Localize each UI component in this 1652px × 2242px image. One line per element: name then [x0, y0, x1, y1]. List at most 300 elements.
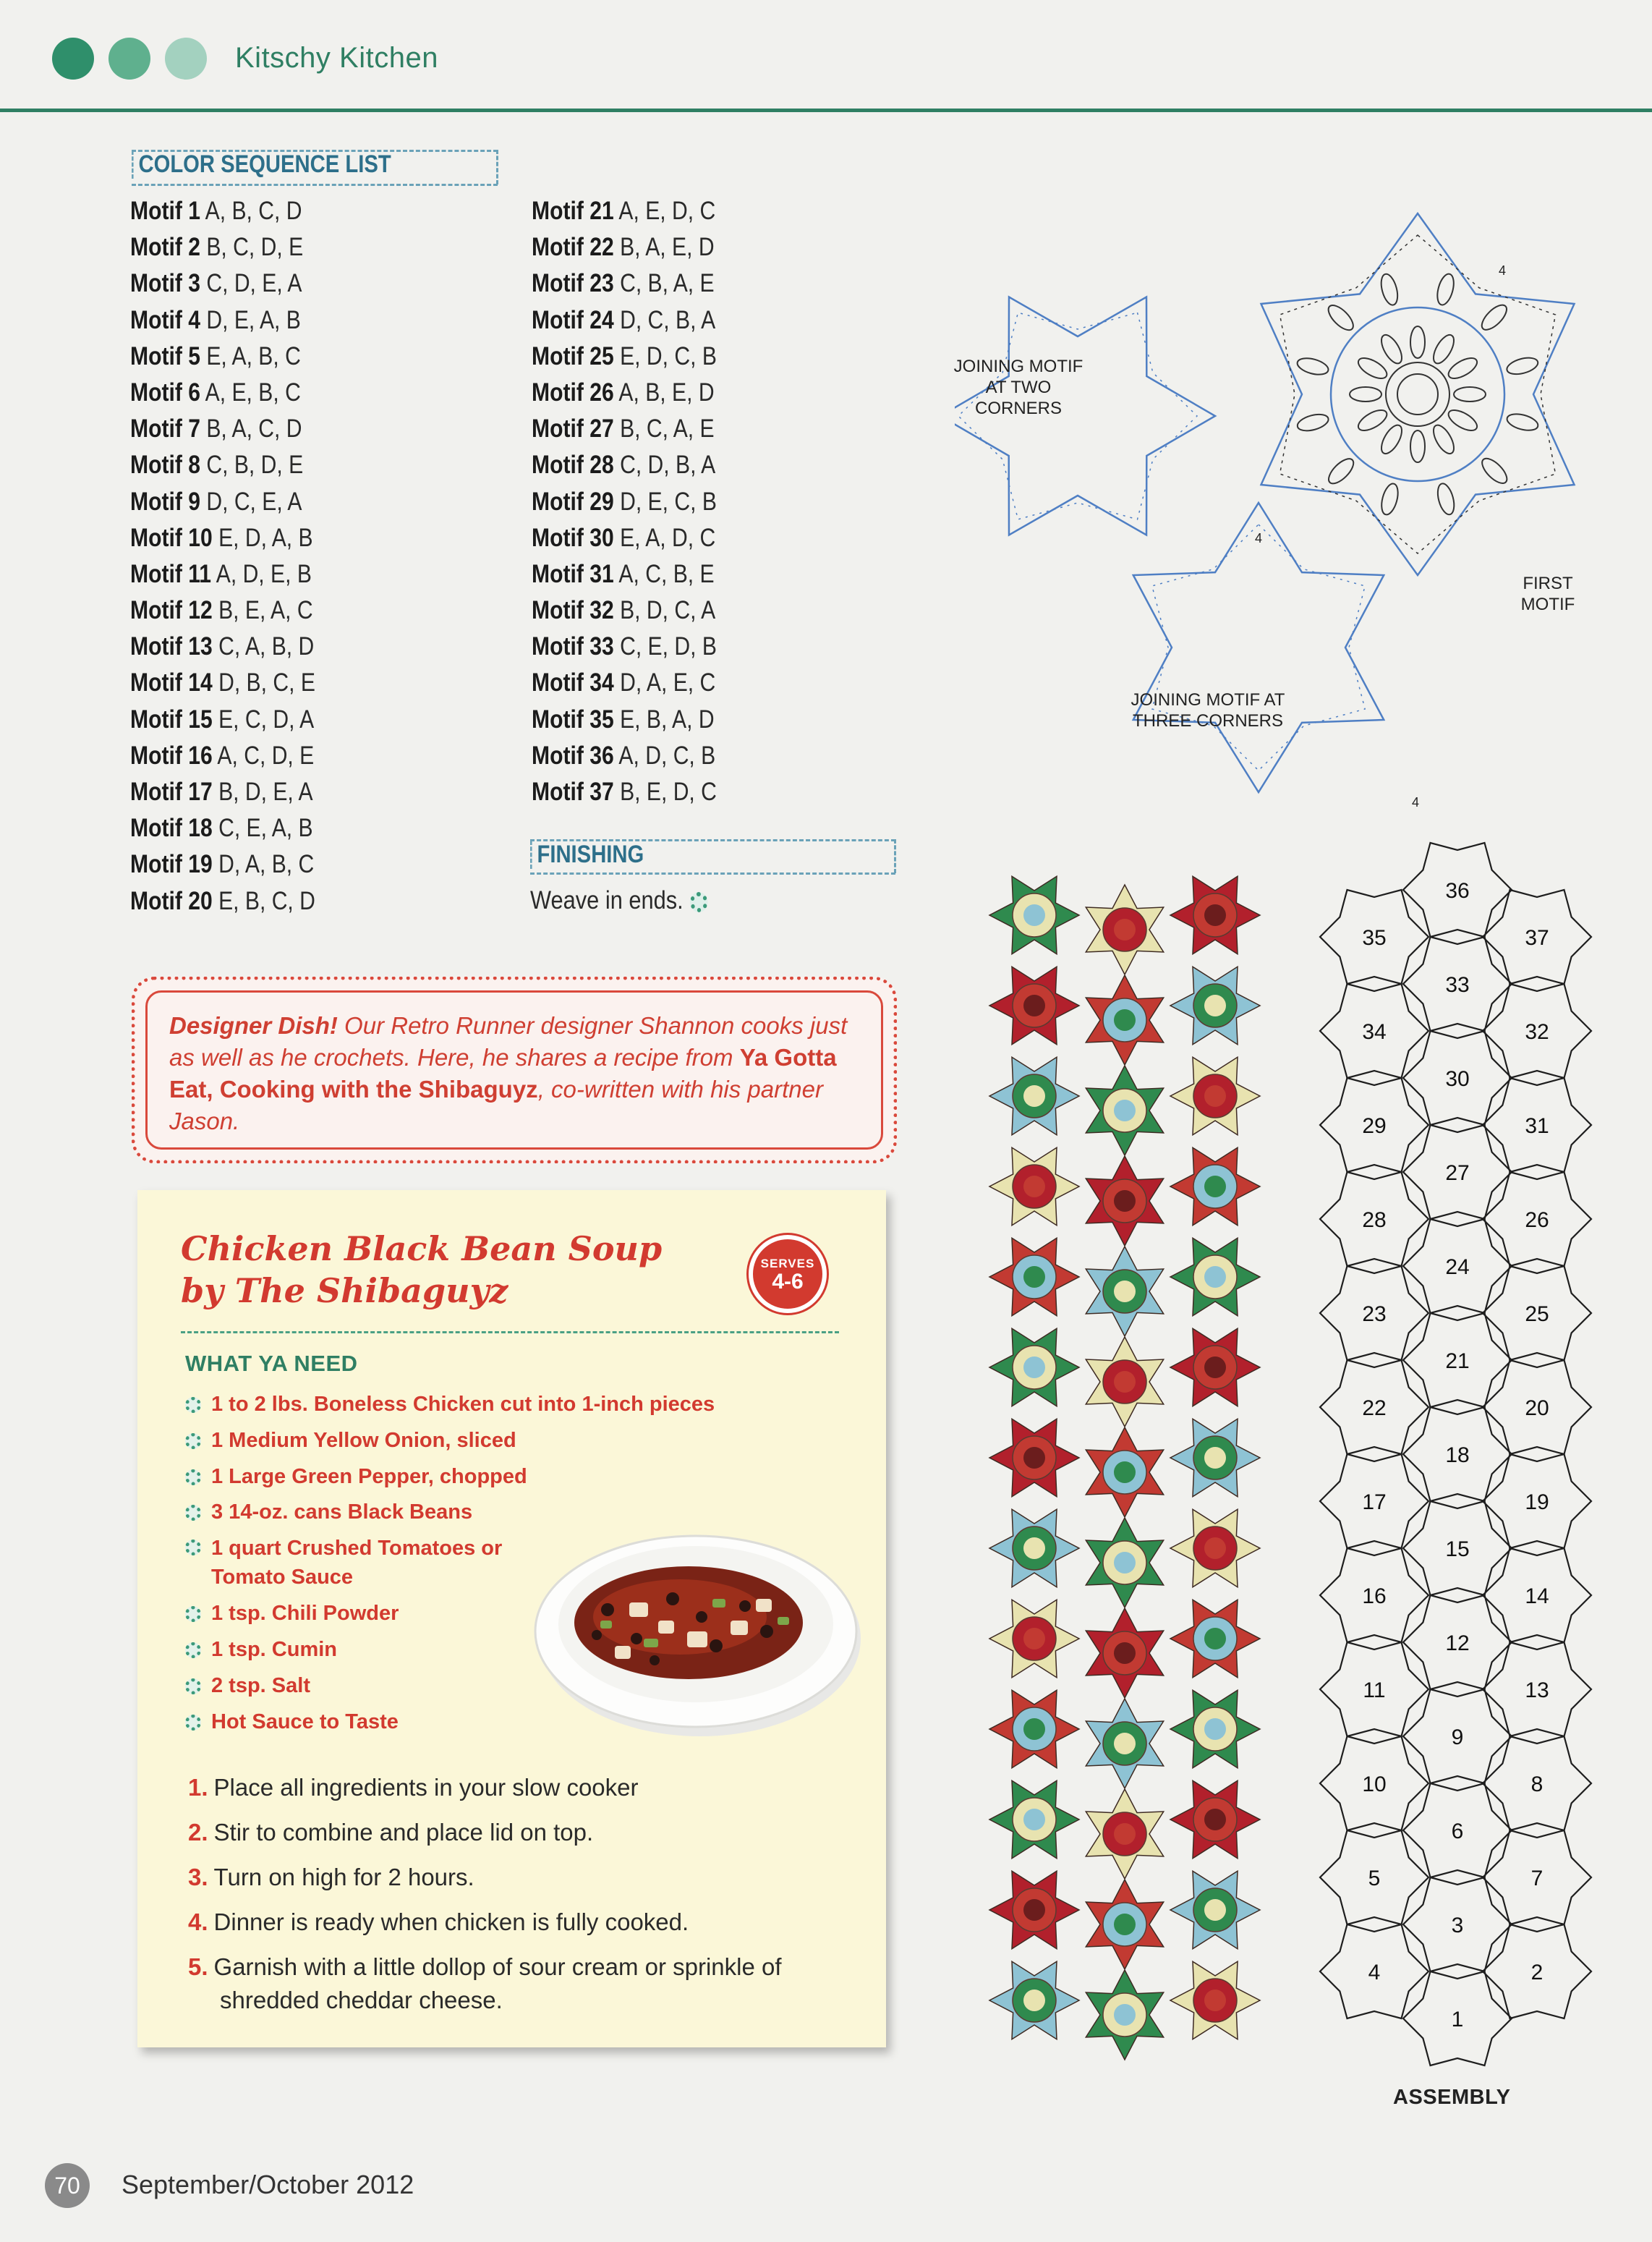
- motif-label: Motif 6: [130, 378, 200, 407]
- motif-row: [130, 702, 315, 738]
- motif-center: [1114, 1552, 1136, 1574]
- ingredient-item: [185, 1495, 715, 1531]
- motif-label: Motif 32: [532, 596, 614, 625]
- motif-row: [532, 339, 717, 375]
- stitch-cluster: [1350, 387, 1381, 402]
- assembly-number: 17: [1362, 1490, 1387, 1514]
- finishing-dash-top: [530, 839, 895, 841]
- assembly-number: 10: [1362, 1772, 1387, 1796]
- motif-sequence: B, E, D, C: [620, 778, 717, 806]
- stitch-cluster: [1379, 482, 1401, 517]
- assembly-number: 14: [1525, 1584, 1549, 1608]
- assembly-number: 23: [1362, 1302, 1387, 1326]
- assembly-number: 26: [1525, 1208, 1549, 1232]
- heading-dash-bottom: [132, 184, 498, 186]
- motif-label: Motif 22: [532, 233, 614, 262]
- motif-label: Motif 8: [130, 451, 200, 480]
- step-number: 4.: [188, 1908, 208, 1935]
- motif-row: [532, 484, 717, 520]
- finishing-dash-bottom: [530, 872, 895, 875]
- motif-row: [532, 302, 717, 339]
- ingredient-text: 3 14-oz. cans Black Beans: [211, 1500, 473, 1524]
- step-number: 1.: [188, 1774, 208, 1801]
- motif-center: [1204, 1537, 1226, 1559]
- assembly-number: 2: [1530, 1961, 1544, 1984]
- motif-label: Motif 15: [130, 705, 213, 734]
- page-number: 70: [45, 2163, 90, 2208]
- motif-row: [532, 447, 717, 483]
- motif-center: [1204, 1809, 1226, 1830]
- ingredient-text: 1 tsp. Cumin: [211, 1637, 338, 1661]
- motif-center: [1204, 1356, 1226, 1378]
- motif-row: [532, 593, 717, 629]
- step-text: Stir to combine and place lid on top.: [213, 1819, 594, 1846]
- motif-center: [1023, 1899, 1045, 1921]
- motif-sequence: E, D, C, B: [620, 341, 717, 370]
- motif-center: [1023, 1809, 1045, 1830]
- motif-center: [1114, 1461, 1136, 1483]
- motif-row: [130, 556, 315, 593]
- round-ring: [1331, 307, 1504, 481]
- first-motif-outline: [1261, 213, 1575, 575]
- designer-dish-lead: Designer Dish!: [169, 1012, 338, 1039]
- step-item: [188, 1765, 810, 1810]
- header-rule: [0, 109, 1652, 112]
- section-title: Kitschy Kitchen: [235, 42, 438, 74]
- assembly-number: 29: [1362, 1114, 1387, 1138]
- motif-row: [532, 702, 717, 738]
- motif-sequence: E, A, D, C: [620, 523, 716, 552]
- step-text: Place all ingredients in your slow cooker: [213, 1774, 639, 1801]
- motif-label: Motif 4: [130, 305, 200, 334]
- motif-sequence: D, E, C, B: [620, 487, 717, 516]
- motif-center: [1114, 2004, 1136, 2026]
- assembly-number: 24: [1445, 1255, 1470, 1279]
- joining-two-label: JOINING MOTIF AT TWO CORNERS: [953, 357, 1083, 418]
- assembly-number: 1: [1451, 2008, 1464, 2031]
- assembly-number: 27: [1445, 1161, 1470, 1185]
- motif-center: [1023, 1718, 1045, 1740]
- motif-label: Motif 25: [532, 341, 614, 370]
- motif-sequence: B, D, C, A: [620, 596, 716, 625]
- motif-label: Motif 24: [532, 305, 614, 334]
- motif-label: Motif 3: [130, 269, 200, 298]
- motif-row: [532, 266, 717, 302]
- motif-label: Motif 31: [532, 559, 614, 588]
- motif-sequence: B, C, D, E: [206, 233, 304, 262]
- stitch-cluster: [1434, 272, 1457, 307]
- stitch-cluster: [1445, 406, 1480, 434]
- motif-sequence: A, B, C, D: [205, 197, 302, 225]
- step-number: 3.: [188, 1864, 208, 1890]
- motif-center: [1204, 1628, 1226, 1649]
- motif-label: Motif 21: [532, 197, 614, 225]
- ingredient-text: 1 to 2 lbs. Boneless Chicken cut into 1-inch pieces: [211, 1393, 715, 1416]
- motif-center: [1023, 1537, 1045, 1559]
- motif-row: [130, 593, 315, 629]
- motif-center: [1204, 904, 1226, 926]
- finishing-dash-right: [894, 839, 896, 873]
- motif-label: Motif 36: [532, 741, 614, 770]
- motif-center: [1023, 1266, 1045, 1288]
- serves-label: SERVES: [760, 1257, 815, 1270]
- assembly-number: 8: [1530, 1772, 1544, 1796]
- first-motif-stitches: [1280, 235, 1556, 553]
- assembly-number: 25: [1525, 1302, 1549, 1326]
- motif-label: Motif 9: [130, 487, 200, 516]
- motif-label: Motif 11: [130, 559, 212, 588]
- motif-center: [1114, 1823, 1136, 1845]
- motif-sequence: B, A, C, D: [206, 415, 302, 443]
- motif-label: Motif 35: [532, 705, 614, 734]
- soup-bowl-image: [528, 1530, 861, 1740]
- stitch-cluster: [1429, 332, 1457, 367]
- motif-label: Motif 1: [130, 197, 200, 225]
- flower-bullet-icon: [185, 1505, 201, 1521]
- flower-bullet-icon: [185, 1540, 201, 1555]
- motif-sequence: A, E, D, C: [618, 197, 716, 225]
- assembly-number: 11: [1363, 1678, 1386, 1702]
- stitch-cluster: [1377, 422, 1405, 457]
- issue-date: September/October 2012: [122, 2170, 414, 2199]
- motif-sequence: C, B, A, E: [620, 269, 715, 298]
- motif-row: [130, 846, 315, 883]
- motif-row: [532, 411, 717, 447]
- motif-row: [130, 229, 315, 266]
- motif-label: Motif 27: [532, 415, 614, 443]
- joining-three-outline: [1133, 503, 1384, 792]
- ingredient-text: 1 Large Green Pepper, chopped: [211, 1464, 527, 1488]
- motif-sequence: A, D, C, B: [618, 741, 716, 770]
- motif-center: [1023, 1447, 1045, 1469]
- motif-row: [130, 302, 315, 339]
- motif-row: [130, 883, 315, 920]
- flower-bullet-icon: [185, 1397, 201, 1413]
- flower-bullet-icon: [185, 1433, 201, 1449]
- motif-label: Motif 17: [130, 778, 213, 806]
- motif-row: [130, 375, 315, 411]
- assembly-number: 7: [1530, 1867, 1544, 1890]
- motif-center: [1114, 919, 1136, 940]
- designer-dish-box: [132, 977, 897, 1163]
- ingredient-text: 1 tsp. Chili Powder: [211, 1602, 399, 1626]
- assembly-number: 3: [1451, 1914, 1464, 1937]
- stitch-cluster: [1445, 354, 1480, 382]
- motif-sequence: E, B, A, D: [620, 705, 715, 734]
- assembly-number: 37: [1525, 926, 1549, 950]
- motif-center: [1023, 1356, 1045, 1378]
- stitch-cluster: [1379, 272, 1401, 307]
- assembly-number: 21: [1445, 1349, 1470, 1373]
- motif-center: [1204, 1447, 1226, 1469]
- motif-row: [532, 665, 717, 701]
- corner-marker: 4: [1412, 795, 1420, 810]
- header-dot-1: [52, 38, 94, 80]
- assembly-number: 31: [1525, 1114, 1549, 1138]
- assembly-label: ASSEMBLY: [1393, 2086, 1511, 2109]
- motif-sequence: D, C, B, A: [620, 305, 716, 334]
- motif-row: [130, 447, 315, 483]
- motif-label: Motif 20: [130, 886, 213, 915]
- stitch-cluster: [1478, 301, 1510, 334]
- motif-row: [130, 629, 315, 665]
- joining-three-stitches: [1152, 525, 1365, 770]
- motif-sequence: B, A, E, D: [620, 233, 715, 262]
- motif-label: Motif 12: [130, 596, 213, 625]
- motif-center: [1114, 1100, 1136, 1121]
- motif-row: [130, 738, 315, 774]
- motif-center: [1204, 1899, 1226, 1921]
- motif-center: [1114, 1009, 1136, 1031]
- motif-sequence: C, D, E, A: [206, 269, 302, 298]
- motif-row: [130, 774, 315, 810]
- stitch-cluster: [1295, 412, 1330, 434]
- motif-row: [130, 193, 315, 229]
- stitch-cluster: [1505, 355, 1540, 378]
- ingredient-item: [185, 1531, 525, 1596]
- motif-sequence: D, E, A, B: [206, 305, 301, 334]
- motif-row: [130, 266, 315, 302]
- motif-label: Motif 26: [532, 378, 614, 407]
- flower-bullet-icon: [185, 1469, 201, 1485]
- assembly-number: 18: [1445, 1443, 1470, 1467]
- motif-label: Motif 19: [130, 850, 213, 879]
- motif-sequence: C, E, A, B: [218, 814, 313, 843]
- motif-row: [532, 774, 717, 810]
- motif-label: Motif 33: [532, 632, 614, 661]
- assembly-number: 9: [1451, 1725, 1464, 1749]
- assembly-number: 19: [1525, 1490, 1549, 1514]
- motif-sequence: D, A, E, C: [620, 668, 716, 697]
- flower-bullet-icon: [185, 1678, 201, 1694]
- motif-row: [130, 810, 315, 846]
- step-text: Turn on high for 2 hours.: [213, 1864, 474, 1890]
- motif-label: Motif 5: [130, 341, 200, 370]
- step-item: [188, 1900, 810, 1945]
- motif-sequence: C, B, D, E: [206, 451, 304, 480]
- assembly-number: 32: [1525, 1020, 1549, 1044]
- motif-center: [1114, 1914, 1136, 1935]
- motif-label: Motif 14: [130, 668, 213, 697]
- assembly-number: 34: [1362, 1020, 1387, 1044]
- assembly-number: 33: [1445, 973, 1470, 997]
- assembly-number: 4: [1368, 1961, 1381, 1984]
- motif-row: [532, 193, 717, 229]
- motif-center: [1023, 995, 1045, 1016]
- motif-sequence: A, B, E, D: [618, 378, 715, 407]
- motif-sequence: E, B, C, D: [218, 886, 315, 915]
- motif-label: Motif 23: [532, 269, 614, 298]
- assembly-number: 35: [1362, 926, 1387, 950]
- motif-label: Motif 29: [532, 487, 614, 516]
- step-number: 5.: [188, 1953, 208, 1980]
- heading-dash-right: [496, 150, 498, 184]
- header-dot-3: [165, 38, 207, 80]
- motif-label: Motif 7: [130, 415, 200, 443]
- step-text: Dinner is ready when chicken is fully cooked.: [213, 1908, 689, 1935]
- motif-center: [1204, 1266, 1226, 1288]
- motif-sequence: B, E, A, C: [218, 596, 313, 625]
- motif-row: [130, 665, 315, 701]
- round-ring: [1386, 362, 1449, 426]
- header-dot-2: [108, 38, 150, 80]
- motif-label: Motif 16: [130, 741, 213, 770]
- motif-row: [532, 520, 717, 556]
- stitch-cluster: [1324, 301, 1357, 334]
- assembly-diagram: [1306, 839, 1595, 2076]
- ingredients-heading: WHAT YA NEED: [185, 1351, 358, 1376]
- motif-row: [130, 339, 315, 375]
- motif-label: Motif 2: [130, 233, 200, 262]
- motif-center: [1204, 1085, 1226, 1107]
- finishing-text-value: Weave in ends.: [530, 886, 684, 914]
- stitch-cluster: [1505, 411, 1540, 433]
- motif-sequence: A, D, E, B: [216, 559, 312, 588]
- stitch-cluster: [1324, 455, 1357, 488]
- step-text: Garnish with a little dollop of sour cream or sprinkle of shredded cheddar cheese.: [213, 1953, 782, 2013]
- flower-bullet-icon: [185, 1715, 201, 1731]
- motif-center: [1023, 904, 1045, 926]
- ingredient-item: [185, 1459, 715, 1495]
- motif-label: Motif 34: [532, 668, 614, 697]
- recipe-divider: [181, 1331, 839, 1333]
- motif-label: Motif 37: [532, 778, 614, 806]
- finishing-heading: FINISHING: [530, 841, 644, 869]
- heading-dash-top: [132, 150, 498, 152]
- motif-sequence: A, E, B, C: [205, 378, 301, 407]
- step-item: [188, 1945, 810, 2017]
- assembly-number: 36: [1445, 879, 1470, 903]
- assembly-number: 28: [1362, 1208, 1387, 1232]
- assembly-number: 6: [1451, 1819, 1464, 1843]
- finishing-text: [530, 886, 707, 915]
- assembly-number: 20: [1525, 1396, 1549, 1420]
- assembly-number: 22: [1362, 1396, 1387, 1420]
- ingredient-item: [185, 1387, 715, 1423]
- motif-label: Motif 18: [130, 814, 213, 843]
- serves-value: 4-6: [772, 1270, 804, 1294]
- assembly-number: 16: [1362, 1584, 1387, 1608]
- designer-dish-text-2: , co-written with his partner Jason.: [169, 1076, 823, 1134]
- flower-bullet-icon: [185, 1606, 201, 1622]
- motif-label: Motif 10: [130, 523, 213, 552]
- recipe-card: [137, 1190, 886, 2047]
- stitch-cluster: [1377, 332, 1405, 367]
- stitch-cluster: [1355, 406, 1390, 434]
- first-motif-label: FIRST MOTIF: [1520, 574, 1575, 614]
- motif-label: Motif 13: [130, 632, 213, 661]
- flower-bullet-icon: [690, 892, 708, 912]
- stitch-cluster: [1478, 454, 1511, 487]
- motif-row: [532, 375, 717, 411]
- stitch-cluster: [1355, 354, 1390, 382]
- motif-center: [1204, 1990, 1226, 2011]
- motif-center: [1023, 1176, 1045, 1197]
- step-item: [188, 1810, 810, 1855]
- motif-row: [130, 484, 315, 520]
- step-item: [188, 1855, 810, 1900]
- step-list: [188, 1765, 810, 2017]
- motif-row: [532, 229, 717, 266]
- corner-marker: 4: [1255, 531, 1263, 545]
- motif-sequence: C, D, B, A: [620, 451, 716, 480]
- motif-sequence: C, E, D, B: [620, 632, 717, 661]
- step-number: 2.: [188, 1819, 208, 1846]
- motif-center: [1023, 1085, 1045, 1107]
- serves-badge: [749, 1235, 827, 1313]
- motif-row: [532, 629, 717, 665]
- motif-sequence: B, D, E, A: [218, 778, 313, 806]
- motif-row: [130, 520, 315, 556]
- motif-sequence: D, A, B, C: [218, 850, 315, 879]
- motif-center: [1114, 1642, 1136, 1664]
- motif-list-left: [130, 193, 346, 920]
- motif-diagram: [955, 141, 1620, 814]
- stitch-cluster: [1429, 422, 1457, 457]
- joining-three-label: JOINING MOTIF AT THREE CORNERS: [1131, 690, 1285, 731]
- motif-center: [1204, 995, 1226, 1016]
- motif-sequence: D, C, E, A: [206, 487, 302, 516]
- center-ring: [1397, 374, 1438, 415]
- assembly-number: 30: [1445, 1067, 1470, 1091]
- motif-center: [1204, 1718, 1226, 1740]
- designer-dish-text-1: Our Retro Runner designer Shannon cooks just as well as he crochets. Here, he shares a recipe from: [169, 1012, 848, 1071]
- motif-sequence: E, C, D, A: [218, 705, 315, 734]
- assembly-number: 15: [1445, 1537, 1470, 1561]
- designer-dish-text: [145, 990, 883, 1150]
- runner-photo: [980, 843, 1269, 2084]
- motif-row: [532, 556, 717, 593]
- motif-label: Motif 30: [532, 523, 614, 552]
- motif-row: [532, 738, 717, 774]
- motif-list-right: [532, 193, 747, 810]
- assembly-number: 13: [1525, 1678, 1549, 1702]
- motif-sequence: E, A, B, C: [206, 341, 301, 370]
- stitch-cluster: [1410, 430, 1425, 462]
- motif-center: [1114, 1190, 1136, 1212]
- assembly-number: 5: [1368, 1867, 1381, 1890]
- ingredient-text: Hot Sauce to Taste: [211, 1710, 399, 1733]
- recipe-title-line-2: by The Shibaguyz: [181, 1271, 508, 1310]
- ingredient-text: 2 tsp. Salt: [211, 1673, 310, 1697]
- designer-dish-book: Ya Gotta Eat, Cooking with the Shibaguyz: [169, 1044, 837, 1103]
- stitch-cluster: [1410, 326, 1425, 358]
- motif-sequence: A, C, D, E: [217, 741, 315, 770]
- ingredient-text: 1 quart Crushed Tomatoes or Tomato Sauce: [211, 1537, 503, 1589]
- ingredient-text: 1 Medium Yellow Onion, sliced: [211, 1428, 516, 1452]
- stitch-cluster: [1454, 387, 1486, 402]
- motif-label: Motif 28: [532, 451, 614, 480]
- corner-marker: 4: [1499, 263, 1507, 278]
- motif-center: [1114, 1733, 1136, 1754]
- motif-center: [1023, 1628, 1045, 1649]
- stitch-cluster: [1295, 355, 1330, 378]
- ingredient-item: [185, 1423, 715, 1459]
- motif-center: [1114, 1371, 1136, 1393]
- motif-sequence: A, C, B, E: [618, 559, 715, 588]
- motif-sequence: D, B, C, E: [218, 668, 315, 697]
- motif-row: [130, 411, 315, 447]
- stitch-cluster: [1435, 482, 1457, 517]
- motif-sequence: B, C, A, E: [620, 415, 715, 443]
- motif-center: [1114, 1281, 1136, 1302]
- recipe-title: [181, 1228, 687, 1312]
- recipe-title-line-1: Chicken Black Bean Soup: [181, 1229, 663, 1268]
- motif-sequence: C, A, B, D: [218, 632, 315, 661]
- color-sequence-heading: COLOR SEQUENCE LIST: [132, 150, 391, 179]
- assembly-number: 12: [1445, 1631, 1470, 1655]
- motif-center: [1023, 1990, 1045, 2011]
